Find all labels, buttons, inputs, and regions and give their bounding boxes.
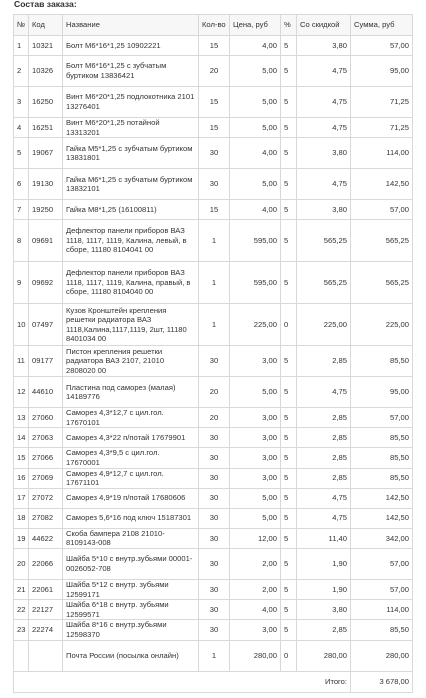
row-quantity: 30 bbox=[199, 468, 230, 488]
table-row bbox=[14, 488, 413, 508]
row-discount: 5 bbox=[281, 579, 297, 599]
row-discounted-price: 225,00 bbox=[297, 304, 351, 346]
row-name: Шайба 6*18 с внутр. зубьями 12599571 bbox=[63, 600, 199, 620]
row-name: Саморез 4,9*19 п/потай 17680606 bbox=[63, 488, 199, 508]
row-quantity: 1 bbox=[199, 304, 230, 346]
row-name: Саморез 4,3*22 п/потай 17679901 bbox=[63, 428, 199, 448]
row-name: Болт М6*16*1,25 10902221 bbox=[63, 36, 199, 56]
table-row bbox=[14, 87, 413, 118]
row-discount: 0 bbox=[281, 304, 297, 346]
row-quantity: 1 bbox=[199, 220, 230, 262]
row-discounted-price: 1,90 bbox=[297, 579, 351, 599]
row-name: Скоба бампера 2108 21010-8109143-008 bbox=[63, 528, 199, 548]
row-price: 5,00 bbox=[230, 169, 281, 200]
row-code: 07497 bbox=[29, 304, 63, 346]
table-row bbox=[14, 428, 413, 448]
row-price: 4,00 bbox=[230, 200, 281, 220]
col-header-name: Название bbox=[63, 15, 199, 36]
col-header-quantity: Кол-во bbox=[199, 15, 230, 36]
row-price: 5,00 bbox=[230, 56, 281, 87]
row-code: 44622 bbox=[29, 528, 63, 548]
row-quantity: 15 bbox=[199, 118, 230, 138]
row-code: 09177 bbox=[29, 346, 63, 377]
row-code: 19250 bbox=[29, 200, 63, 220]
row-number: 17 bbox=[14, 488, 29, 508]
row-code: 27082 bbox=[29, 508, 63, 528]
row-discounted-price: 4,75 bbox=[297, 377, 351, 408]
row-price: 3,00 bbox=[230, 620, 281, 640]
row-discounted-price: 3,80 bbox=[297, 36, 351, 56]
row-sum: 57,00 bbox=[351, 579, 413, 599]
row-sum: 57,00 bbox=[351, 200, 413, 220]
total-label: Итого: bbox=[14, 671, 351, 692]
row-price: 5,00 bbox=[230, 87, 281, 118]
table-row bbox=[14, 56, 413, 87]
row-discount: 5 bbox=[281, 620, 297, 640]
row-price: 3,00 bbox=[230, 428, 281, 448]
row-sum: 142,50 bbox=[351, 508, 413, 528]
table-row bbox=[14, 548, 413, 579]
row-name: Шайба 8*16 с внутр.зубьями 12598370 bbox=[63, 620, 199, 640]
row-number: 4 bbox=[14, 118, 29, 138]
row-price: 595,00 bbox=[230, 262, 281, 304]
row-price: 5,00 bbox=[230, 377, 281, 408]
row-sum: 142,50 bbox=[351, 169, 413, 200]
row-quantity: 20 bbox=[199, 408, 230, 428]
row-number: 13 bbox=[14, 408, 29, 428]
row-discount: 5 bbox=[281, 488, 297, 508]
row-number: 18 bbox=[14, 508, 29, 528]
row-sum: 114,00 bbox=[351, 138, 413, 169]
row-code: 19130 bbox=[29, 169, 63, 200]
row-sum: 85,50 bbox=[351, 428, 413, 448]
row-discount: 5 bbox=[281, 468, 297, 488]
row-number: 15 bbox=[14, 448, 29, 468]
row-discount: 5 bbox=[281, 508, 297, 528]
row-number: 12 bbox=[14, 377, 29, 408]
row-price: 3,00 bbox=[230, 468, 281, 488]
row-discount: 5 bbox=[281, 138, 297, 169]
total-value: 3 678,00 bbox=[351, 671, 413, 692]
row-discount: 5 bbox=[281, 408, 297, 428]
row-price: 5,00 bbox=[230, 118, 281, 138]
row-number: 1 bbox=[14, 36, 29, 56]
row-discounted-price: 2,85 bbox=[297, 346, 351, 377]
row-code: 10326 bbox=[29, 56, 63, 87]
row-discounted-price: 4,75 bbox=[297, 488, 351, 508]
order-title: Состав заказа: bbox=[14, 0, 77, 9]
table-row bbox=[14, 36, 413, 56]
row-price: 280,00 bbox=[230, 640, 281, 671]
row-quantity: 30 bbox=[199, 508, 230, 528]
table-row bbox=[14, 346, 413, 377]
col-header-discounted-price: Со скидкой bbox=[297, 15, 351, 36]
table-row bbox=[14, 220, 413, 262]
row-name: Саморез 4,3*12,7 с цил.гол. 17670101 bbox=[63, 408, 199, 428]
table-row bbox=[14, 508, 413, 528]
row-quantity: 15 bbox=[199, 87, 230, 118]
row-price: 4,00 bbox=[230, 600, 281, 620]
row-sum: 57,00 bbox=[351, 36, 413, 56]
row-price: 225,00 bbox=[230, 304, 281, 346]
row-discounted-price: 4,75 bbox=[297, 118, 351, 138]
table-row bbox=[14, 377, 413, 408]
total-row bbox=[14, 671, 413, 692]
row-name: Дефлектор панели приборов ВАЗ 1118, 1117, 1119, Калина, правый, в сборе, 11180 8104040 00 bbox=[63, 262, 199, 304]
row-name: Пластина под саморез (малая) 14189776 bbox=[63, 377, 199, 408]
table-row bbox=[14, 408, 413, 428]
row-discount: 5 bbox=[281, 200, 297, 220]
row-discounted-price: 4,75 bbox=[297, 87, 351, 118]
row-code: 22061 bbox=[29, 579, 63, 599]
row-code: 22127 bbox=[29, 600, 63, 620]
row-discounted-price: 3,80 bbox=[297, 600, 351, 620]
row-code: 10321 bbox=[29, 36, 63, 56]
row-name: Саморез 5,6*16 под ключ 15187301 bbox=[63, 508, 199, 528]
table-row bbox=[14, 262, 413, 304]
row-number: 8 bbox=[14, 220, 29, 262]
row-discounted-price: 4,75 bbox=[297, 169, 351, 200]
row-discounted-price: 2,85 bbox=[297, 428, 351, 448]
row-price: 5,00 bbox=[230, 488, 281, 508]
col-header-discount-percent: % bbox=[281, 15, 297, 36]
row-sum: 565,25 bbox=[351, 220, 413, 262]
row-quantity: 30 bbox=[199, 600, 230, 620]
row-quantity: 30 bbox=[199, 169, 230, 200]
row-sum: 225,00 bbox=[351, 304, 413, 346]
row-number: 23 bbox=[14, 620, 29, 640]
row-discounted-price: 2,85 bbox=[297, 448, 351, 468]
row-discounted-price: 4,75 bbox=[297, 508, 351, 528]
row-quantity: 1 bbox=[199, 640, 230, 671]
row-code: 27060 bbox=[29, 408, 63, 428]
col-header-code: Код bbox=[29, 15, 63, 36]
row-sum: 71,25 bbox=[351, 118, 413, 138]
row-price: 3,00 bbox=[230, 408, 281, 428]
row-name: Кузов Кронштейн крепления решетки радиатора ВАЗ 1118,Калина,1117,1119, 2шт, 11180 8401034 00 bbox=[63, 304, 199, 346]
row-discounted-price: 565,25 bbox=[297, 262, 351, 304]
row-discounted-price: 1,90 bbox=[297, 548, 351, 579]
row-name: Шайба 5*10 с внутр.зубьями 00001-0026052-708 bbox=[63, 548, 199, 579]
row-discounted-price: 565,25 bbox=[297, 220, 351, 262]
row-code: 27069 bbox=[29, 468, 63, 488]
row-discount: 5 bbox=[281, 346, 297, 377]
row-quantity: 30 bbox=[199, 620, 230, 640]
table-row bbox=[14, 118, 413, 138]
row-sum: 57,00 bbox=[351, 548, 413, 579]
row-sum: 71,25 bbox=[351, 87, 413, 118]
row-sum: 114,00 bbox=[351, 600, 413, 620]
row-name: Винт М6*20*1,25 подлокотника 2101 13276401 bbox=[63, 87, 199, 118]
row-quantity: 30 bbox=[199, 548, 230, 579]
row-price: 595,00 bbox=[230, 220, 281, 262]
row-name: Шайба 5*12 с внутр. зубьями 12599171 bbox=[63, 579, 199, 599]
row-discount: 5 bbox=[281, 56, 297, 87]
row-name: Болт М6*16*1,25 с зубчатым буртиком 13836421 bbox=[63, 56, 199, 87]
table-row bbox=[14, 304, 413, 346]
row-sum: 85,50 bbox=[351, 346, 413, 377]
row-quantity: 20 bbox=[199, 56, 230, 87]
row-sum: 565,25 bbox=[351, 262, 413, 304]
row-price: 3,00 bbox=[230, 346, 281, 377]
row-discounted-price: 2,85 bbox=[297, 620, 351, 640]
row-price: 4,00 bbox=[230, 36, 281, 56]
row-number: 11 bbox=[14, 346, 29, 377]
row-number bbox=[14, 640, 29, 671]
row-code: 09691 bbox=[29, 220, 63, 262]
row-discount: 5 bbox=[281, 262, 297, 304]
row-discounted-price: 280,00 bbox=[297, 640, 351, 671]
row-quantity: 1 bbox=[199, 262, 230, 304]
row-number: 16 bbox=[14, 468, 29, 488]
row-code: 09692 bbox=[29, 262, 63, 304]
row-sum: 85,50 bbox=[351, 448, 413, 468]
row-discount: 5 bbox=[281, 528, 297, 548]
row-name: Гайка М5*1,25 с зубчатым буртиком 13831801 bbox=[63, 138, 199, 169]
row-name: Почта России (посылка онлайн) bbox=[63, 640, 199, 671]
table-row bbox=[14, 448, 413, 468]
row-code: 19067 bbox=[29, 138, 63, 169]
row-name: Гайка М8*1,25 (16100811) bbox=[63, 200, 199, 220]
row-sum: 342,00 bbox=[351, 528, 413, 548]
row-price: 12,00 bbox=[230, 528, 281, 548]
row-sum: 95,00 bbox=[351, 377, 413, 408]
row-sum: 280,00 bbox=[351, 640, 413, 671]
row-quantity: 15 bbox=[199, 200, 230, 220]
row-quantity: 30 bbox=[199, 138, 230, 169]
row-number: 2 bbox=[14, 56, 29, 87]
row-discount: 5 bbox=[281, 600, 297, 620]
row-discount: 5 bbox=[281, 220, 297, 262]
row-quantity: 15 bbox=[199, 36, 230, 56]
row-quantity: 30 bbox=[199, 346, 230, 377]
col-header-price: Цена, руб bbox=[230, 15, 281, 36]
row-quantity: 30 bbox=[199, 579, 230, 599]
row-discount: 5 bbox=[281, 377, 297, 408]
row-discounted-price: 11,40 bbox=[297, 528, 351, 548]
table-row bbox=[14, 468, 413, 488]
row-quantity: 30 bbox=[199, 428, 230, 448]
row-sum: 95,00 bbox=[351, 56, 413, 87]
row-number: 20 bbox=[14, 548, 29, 579]
table-row bbox=[14, 579, 413, 599]
row-quantity: 30 bbox=[199, 528, 230, 548]
row-sum: 57,00 bbox=[351, 408, 413, 428]
row-code: 27066 bbox=[29, 448, 63, 468]
row-discount: 5 bbox=[281, 36, 297, 56]
col-header-number: № bbox=[14, 15, 29, 36]
row-price: 2,00 bbox=[230, 579, 281, 599]
row-number: 21 bbox=[14, 579, 29, 599]
row-quantity: 30 bbox=[199, 448, 230, 468]
row-name: Саморез 4,3*9,5 с цил.гол. 17670001 bbox=[63, 448, 199, 468]
row-name: Винт М6*20*1,25 потайной 13313201 bbox=[63, 118, 199, 138]
row-code: 22274 bbox=[29, 620, 63, 640]
row-name: Пистон крепления решетки радиатора ВАЗ 2107, 21010 2808020 00 bbox=[63, 346, 199, 377]
row-number: 10 bbox=[14, 304, 29, 346]
table-row bbox=[14, 620, 413, 640]
row-discount: 5 bbox=[281, 169, 297, 200]
row-number: 9 bbox=[14, 262, 29, 304]
row-code: 16250 bbox=[29, 87, 63, 118]
row-number: 14 bbox=[14, 428, 29, 448]
row-discount: 5 bbox=[281, 87, 297, 118]
row-discount: 5 bbox=[281, 428, 297, 448]
row-code: 44610 bbox=[29, 377, 63, 408]
row-price: 5,00 bbox=[230, 508, 281, 528]
row-name: Гайка М6*1,25 с зубчатым буртиком 13832101 bbox=[63, 169, 199, 200]
row-name: Дефлектор панели приборов ВАЗ 1118, 1117, 1119, Калина, левый, в сборе, 11180 8104041 00 bbox=[63, 220, 199, 262]
row-code: 27063 bbox=[29, 428, 63, 448]
row-code: 27072 bbox=[29, 488, 63, 508]
row-discounted-price: 2,85 bbox=[297, 468, 351, 488]
row-number: 19 bbox=[14, 528, 29, 548]
row-number: 7 bbox=[14, 200, 29, 220]
table-row bbox=[14, 169, 413, 200]
row-sum: 85,50 bbox=[351, 468, 413, 488]
row-quantity: 20 bbox=[199, 377, 230, 408]
row-price: 3,00 bbox=[230, 448, 281, 468]
row-name: Саморез 4,9*12,7 с цил.гол. 17671101 bbox=[63, 468, 199, 488]
table-row bbox=[14, 640, 413, 671]
row-number: 22 bbox=[14, 600, 29, 620]
row-sum: 85,50 bbox=[351, 620, 413, 640]
row-sum: 142,50 bbox=[351, 488, 413, 508]
table-row bbox=[14, 200, 413, 220]
table-row bbox=[14, 528, 413, 548]
row-number: 5 bbox=[14, 138, 29, 169]
row-price: 4,00 bbox=[230, 138, 281, 169]
row-number: 6 bbox=[14, 169, 29, 200]
table-row bbox=[14, 138, 413, 169]
row-discount: 5 bbox=[281, 118, 297, 138]
row-quantity: 30 bbox=[199, 488, 230, 508]
row-code: 22066 bbox=[29, 548, 63, 579]
row-discount: 5 bbox=[281, 548, 297, 579]
row-discount: 0 bbox=[281, 640, 297, 671]
row-code bbox=[29, 640, 63, 671]
row-number: 3 bbox=[14, 87, 29, 118]
order-table bbox=[13, 14, 413, 693]
table-row bbox=[14, 600, 413, 620]
row-discounted-price: 3,80 bbox=[297, 200, 351, 220]
row-price: 2,00 bbox=[230, 548, 281, 579]
row-code: 16251 bbox=[29, 118, 63, 138]
row-discounted-price: 3,80 bbox=[297, 138, 351, 169]
row-discounted-price: 4,75 bbox=[297, 56, 351, 87]
table-header bbox=[14, 15, 413, 36]
col-header-sum: Сумма, руб bbox=[351, 15, 413, 36]
row-discount: 5 bbox=[281, 448, 297, 468]
row-discounted-price: 2,85 bbox=[297, 408, 351, 428]
